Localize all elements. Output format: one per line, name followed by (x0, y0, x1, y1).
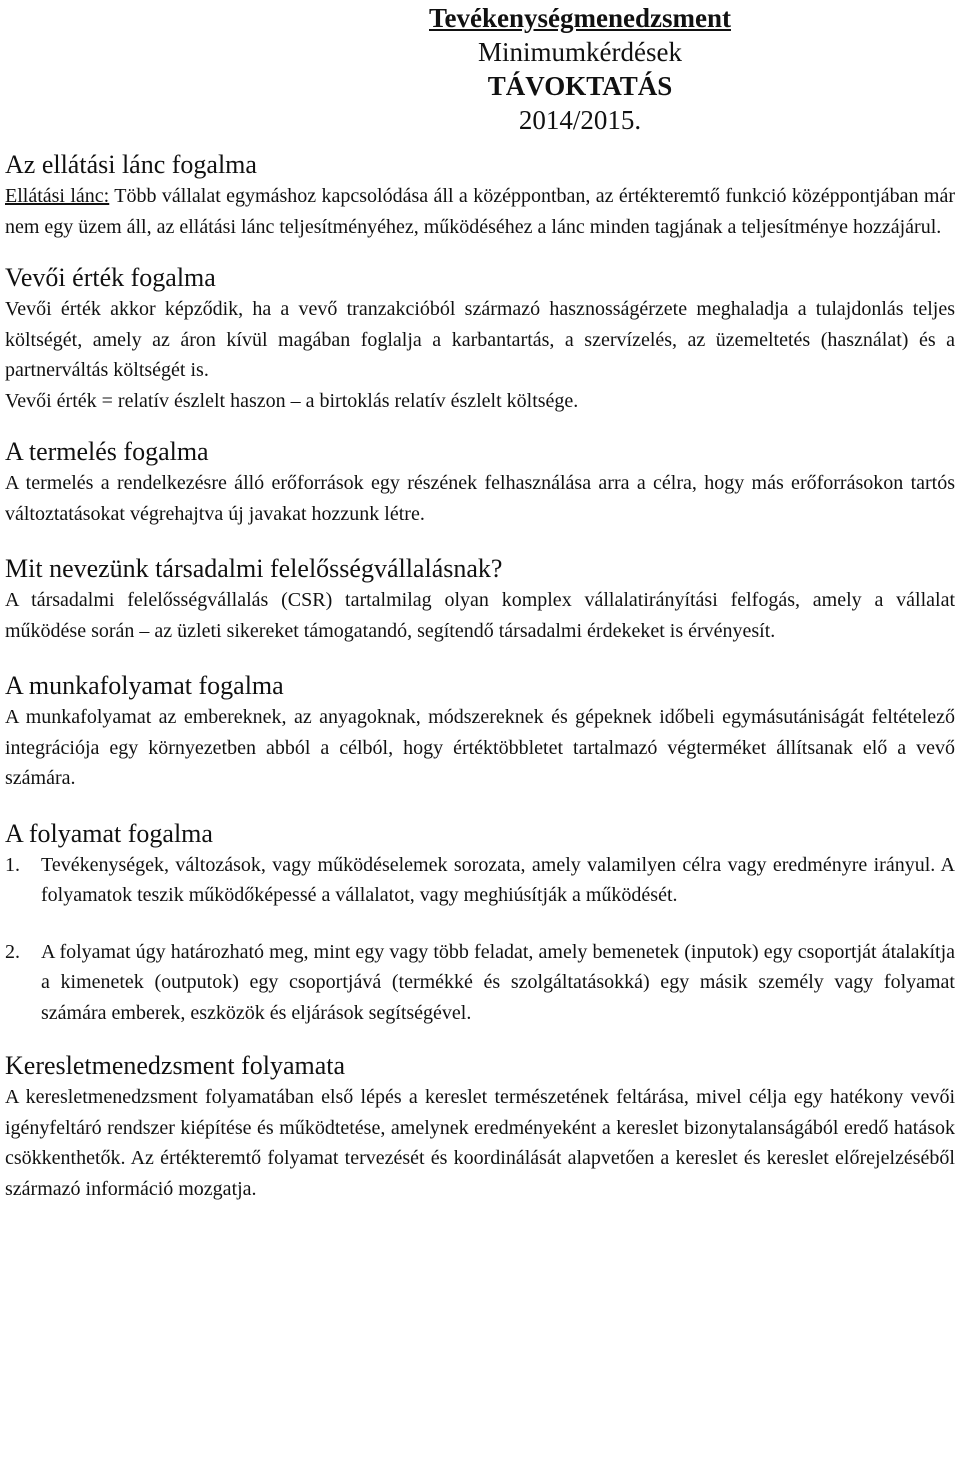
document-year: 2014/2015. (518, 105, 642, 135)
list-item-number: 2. (5, 940, 20, 963)
document-subtitle: Minimumkérdések (478, 37, 682, 67)
document-header (205, 0, 955, 137)
section-heading: Az ellátási lánc fogalma (5, 150, 257, 179)
section-process (5, 818, 955, 1029)
document-mode: TÁVOKTATÁS (487, 71, 673, 101)
process-definition-list (5, 850, 955, 1029)
list-item (5, 937, 955, 1029)
section-body: A munkafolyamat az embereknek, az anyagoknak, módszereknek és gépeknek időbeli egymásutániságát feltételező integrációja egy környezetben abból a célból, hogy értéktöbbletet tartalmazó végterméket állítsanak elő a vevő számára. (5, 706, 955, 789)
section-customer-value (5, 262, 955, 416)
section-production (5, 436, 955, 529)
term-definition: Több vállalat egymáshoz kapcsolódása áll a középpontban, az értékteremtő funkció középpontjában már nem egy üzem áll, az ellátási lánc teljesítményéhez, működéséhez a lánc minden tagjának a teljesítménye hozzájárul. (5, 185, 955, 238)
term-label: Ellátási lánc: (5, 185, 110, 207)
section-demand-management (5, 1050, 955, 1204)
section-heading: A folyamat fogalma (5, 818, 213, 848)
section-body (5, 181, 955, 242)
section-csr (5, 553, 955, 646)
list-item (5, 850, 955, 911)
document-title: Tevékenységmenedzsment (429, 3, 731, 33)
section-body: A keresletmenedzsment folyamatában első lépés a kereslet természetének feltárása, mivel célja egy hatékony vevői igényfeltáró rendszer kiépítése és működtetése, amelynek eredményeként a kereslet bizonytalanságából eredő hatások csökkenthetők. Az értékteremtő folyamat tervezését és koordinálását alapvetően a kereslet és kereslet előrejelzéséből származó információ mozgatja. (5, 1086, 955, 1200)
section-formula: Vevői érték = relatív észlelt haszon – a birtoklás relatív észlelt költsége. (5, 389, 579, 412)
list-item-number: 1. (5, 853, 20, 876)
section-body: Vevői érték akkor képződik, ha a vevő tranzakcióból származó hasznosságérzete meghaladja a tulajdonlás teljes költségét, amely az áron kívül magában foglalja a karbantartás, a szervízelés, az üzemeltetés (használat) és a partnerváltás költségét is. (5, 298, 955, 381)
section-heading: A termelés fogalma (5, 437, 209, 466)
section-heading: Vevői érték fogalma (5, 263, 216, 292)
list-item-text: Tevékenységek, változások, vagy működéselemek sorozata, amely valamilyen célra vagy eredményre irányul. A folyamatok teszik működőképessé a vállalatot, vagy meghiúsítják a működését. (41, 853, 955, 906)
section-body: A társadalmi felelősségvállalás (CSR) tartalmilag olyan komplex vállalatirányítási felfogás, amely a vállalat működése során – az üzleti sikereket támogatandó, segítendő társadalmi érdekeket is érvényesít. (5, 589, 955, 642)
section-heading: Keresletmenedzsment folyamata (5, 1051, 346, 1080)
section-heading: A munkafolyamat fogalma (5, 671, 284, 700)
section-supply-chain (5, 149, 955, 242)
section-body: A termelés a rendelkezésre álló erőforrások egy részének felhasználása arra a célra, hogy más erőforrásokon tartós változtatásokat végrehajtva új javakat hozzunk létre. (5, 472, 955, 525)
section-workflow (5, 670, 955, 794)
list-item-text: A folyamat úgy határozható meg, mint egy vagy több feladat, amely bemenetek (inputok) egy csoportját átalakítja a kimenetek (outputok) egy csoportjává (termékké és szolgáltatásokká) egy másik személy vagy folyamat számára emberek, eszközök és eljárások segítségével. (41, 940, 955, 1024)
section-heading: Mit nevezünk társadalmi felelősségvállalásnak? (5, 554, 503, 583)
